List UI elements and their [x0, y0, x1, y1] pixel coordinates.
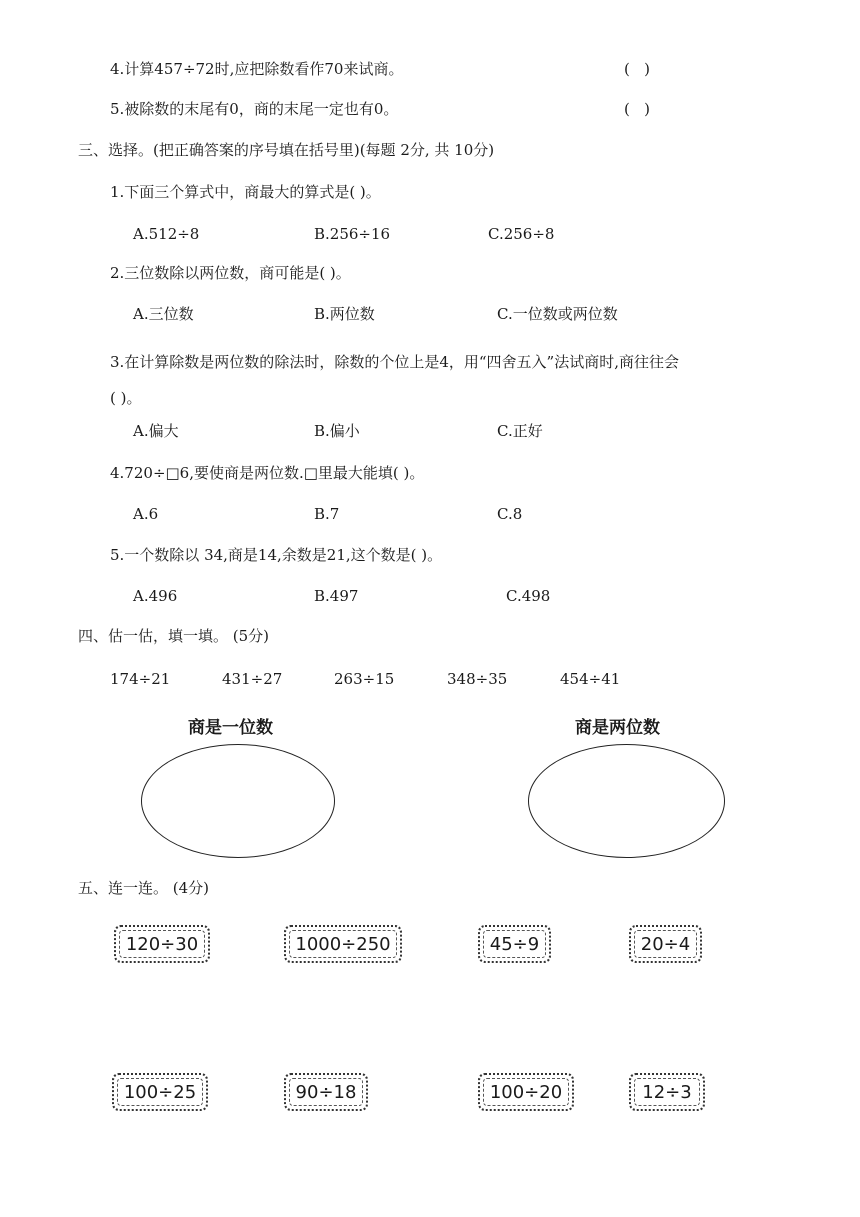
- choice-q4: 4.720÷□6,要使商是两位数.□里最大能填( )。: [110, 464, 425, 482]
- estimate-expression[interactable]: 263÷15: [334, 670, 395, 688]
- choice-q4-option-b[interactable]: B.7: [314, 505, 340, 523]
- choice-q5-option-b[interactable]: B.497: [314, 587, 359, 605]
- match-card-top[interactable]: 1000÷250: [284, 925, 402, 963]
- judge-q4-answer-blank[interactable]: ( ): [624, 60, 651, 78]
- match-card-bottom[interactable]: 90÷18: [284, 1073, 368, 1111]
- match-card-bottom[interactable]: 100÷25: [112, 1073, 208, 1111]
- judge-q4: 4.计算457÷72时,应把除数看作70来试商。: [110, 60, 404, 78]
- choice-q5-option-a[interactable]: A.496: [133, 587, 178, 605]
- two-digit-quotient-title: 商是两位数: [575, 718, 660, 738]
- estimate-expression[interactable]: 454÷41: [560, 670, 621, 688]
- choice-q1-option-b[interactable]: B.256÷16: [314, 225, 391, 243]
- choice-q3-option-c[interactable]: C.正好: [497, 422, 543, 440]
- one-digit-quotient-title: 商是一位数: [188, 718, 273, 738]
- choice-q1-option-c[interactable]: C.256÷8: [488, 225, 555, 243]
- choice-q2-option-c[interactable]: C.一位数或两位数: [497, 305, 618, 323]
- two-digit-quotient-oval[interactable]: [528, 744, 725, 858]
- choice-q2: 2.三位数除以两位数，商可能是( )。: [110, 264, 351, 282]
- judge-q5: 5.被除数的末尾有0，商的末尾一定也有0。: [110, 100, 399, 118]
- choice-q2-option-b[interactable]: B.两位数: [314, 305, 375, 323]
- choice-q3-blank: ( )。: [110, 389, 142, 407]
- section5-heading: 五、连一连。 (4分): [78, 879, 210, 897]
- choice-q3-option-b[interactable]: B.偏小: [314, 422, 360, 440]
- judge-q5-answer-blank[interactable]: ( ): [624, 100, 651, 118]
- match-card-top[interactable]: 120÷30: [114, 925, 210, 963]
- choice-q3-option-a[interactable]: A.偏大: [133, 422, 179, 440]
- estimate-expression[interactable]: 431÷27: [222, 670, 283, 688]
- estimate-expression[interactable]: 348÷35: [447, 670, 508, 688]
- match-card-top[interactable]: 20÷4: [629, 925, 702, 963]
- choice-q5: 5.一个数除以 34,商是14,余数是21,这个数是( )。: [110, 546, 443, 564]
- estimate-expression[interactable]: 174÷21: [110, 670, 171, 688]
- match-card-bottom[interactable]: 100÷20: [478, 1073, 574, 1111]
- choice-q1-option-a[interactable]: A.512÷8: [133, 225, 200, 243]
- choice-q1: 1.下面三个算式中，商最大的算式是( )。: [110, 183, 381, 201]
- choice-q2-option-a[interactable]: A.三位数: [133, 305, 194, 323]
- one-digit-quotient-oval[interactable]: [141, 744, 335, 858]
- match-card-top[interactable]: 45÷9: [478, 925, 551, 963]
- choice-q5-option-c[interactable]: C.498: [506, 587, 551, 605]
- choice-q4-option-a[interactable]: A.6: [133, 505, 159, 523]
- section3-heading: 三、选择。(把正确答案的序号填在括号里)(每题 2分, 共 10分): [78, 141, 495, 159]
- choice-q3: 3.在计算除数是两位数的除法时，除数的个位上是4，用“四舍五入”法试商时,商往往会: [110, 353, 679, 371]
- choice-q4-option-c[interactable]: C.8: [497, 505, 523, 523]
- match-card-bottom[interactable]: 12÷3: [629, 1073, 705, 1111]
- section4-heading: 四、估一估，填一填。 (5分): [78, 627, 270, 645]
